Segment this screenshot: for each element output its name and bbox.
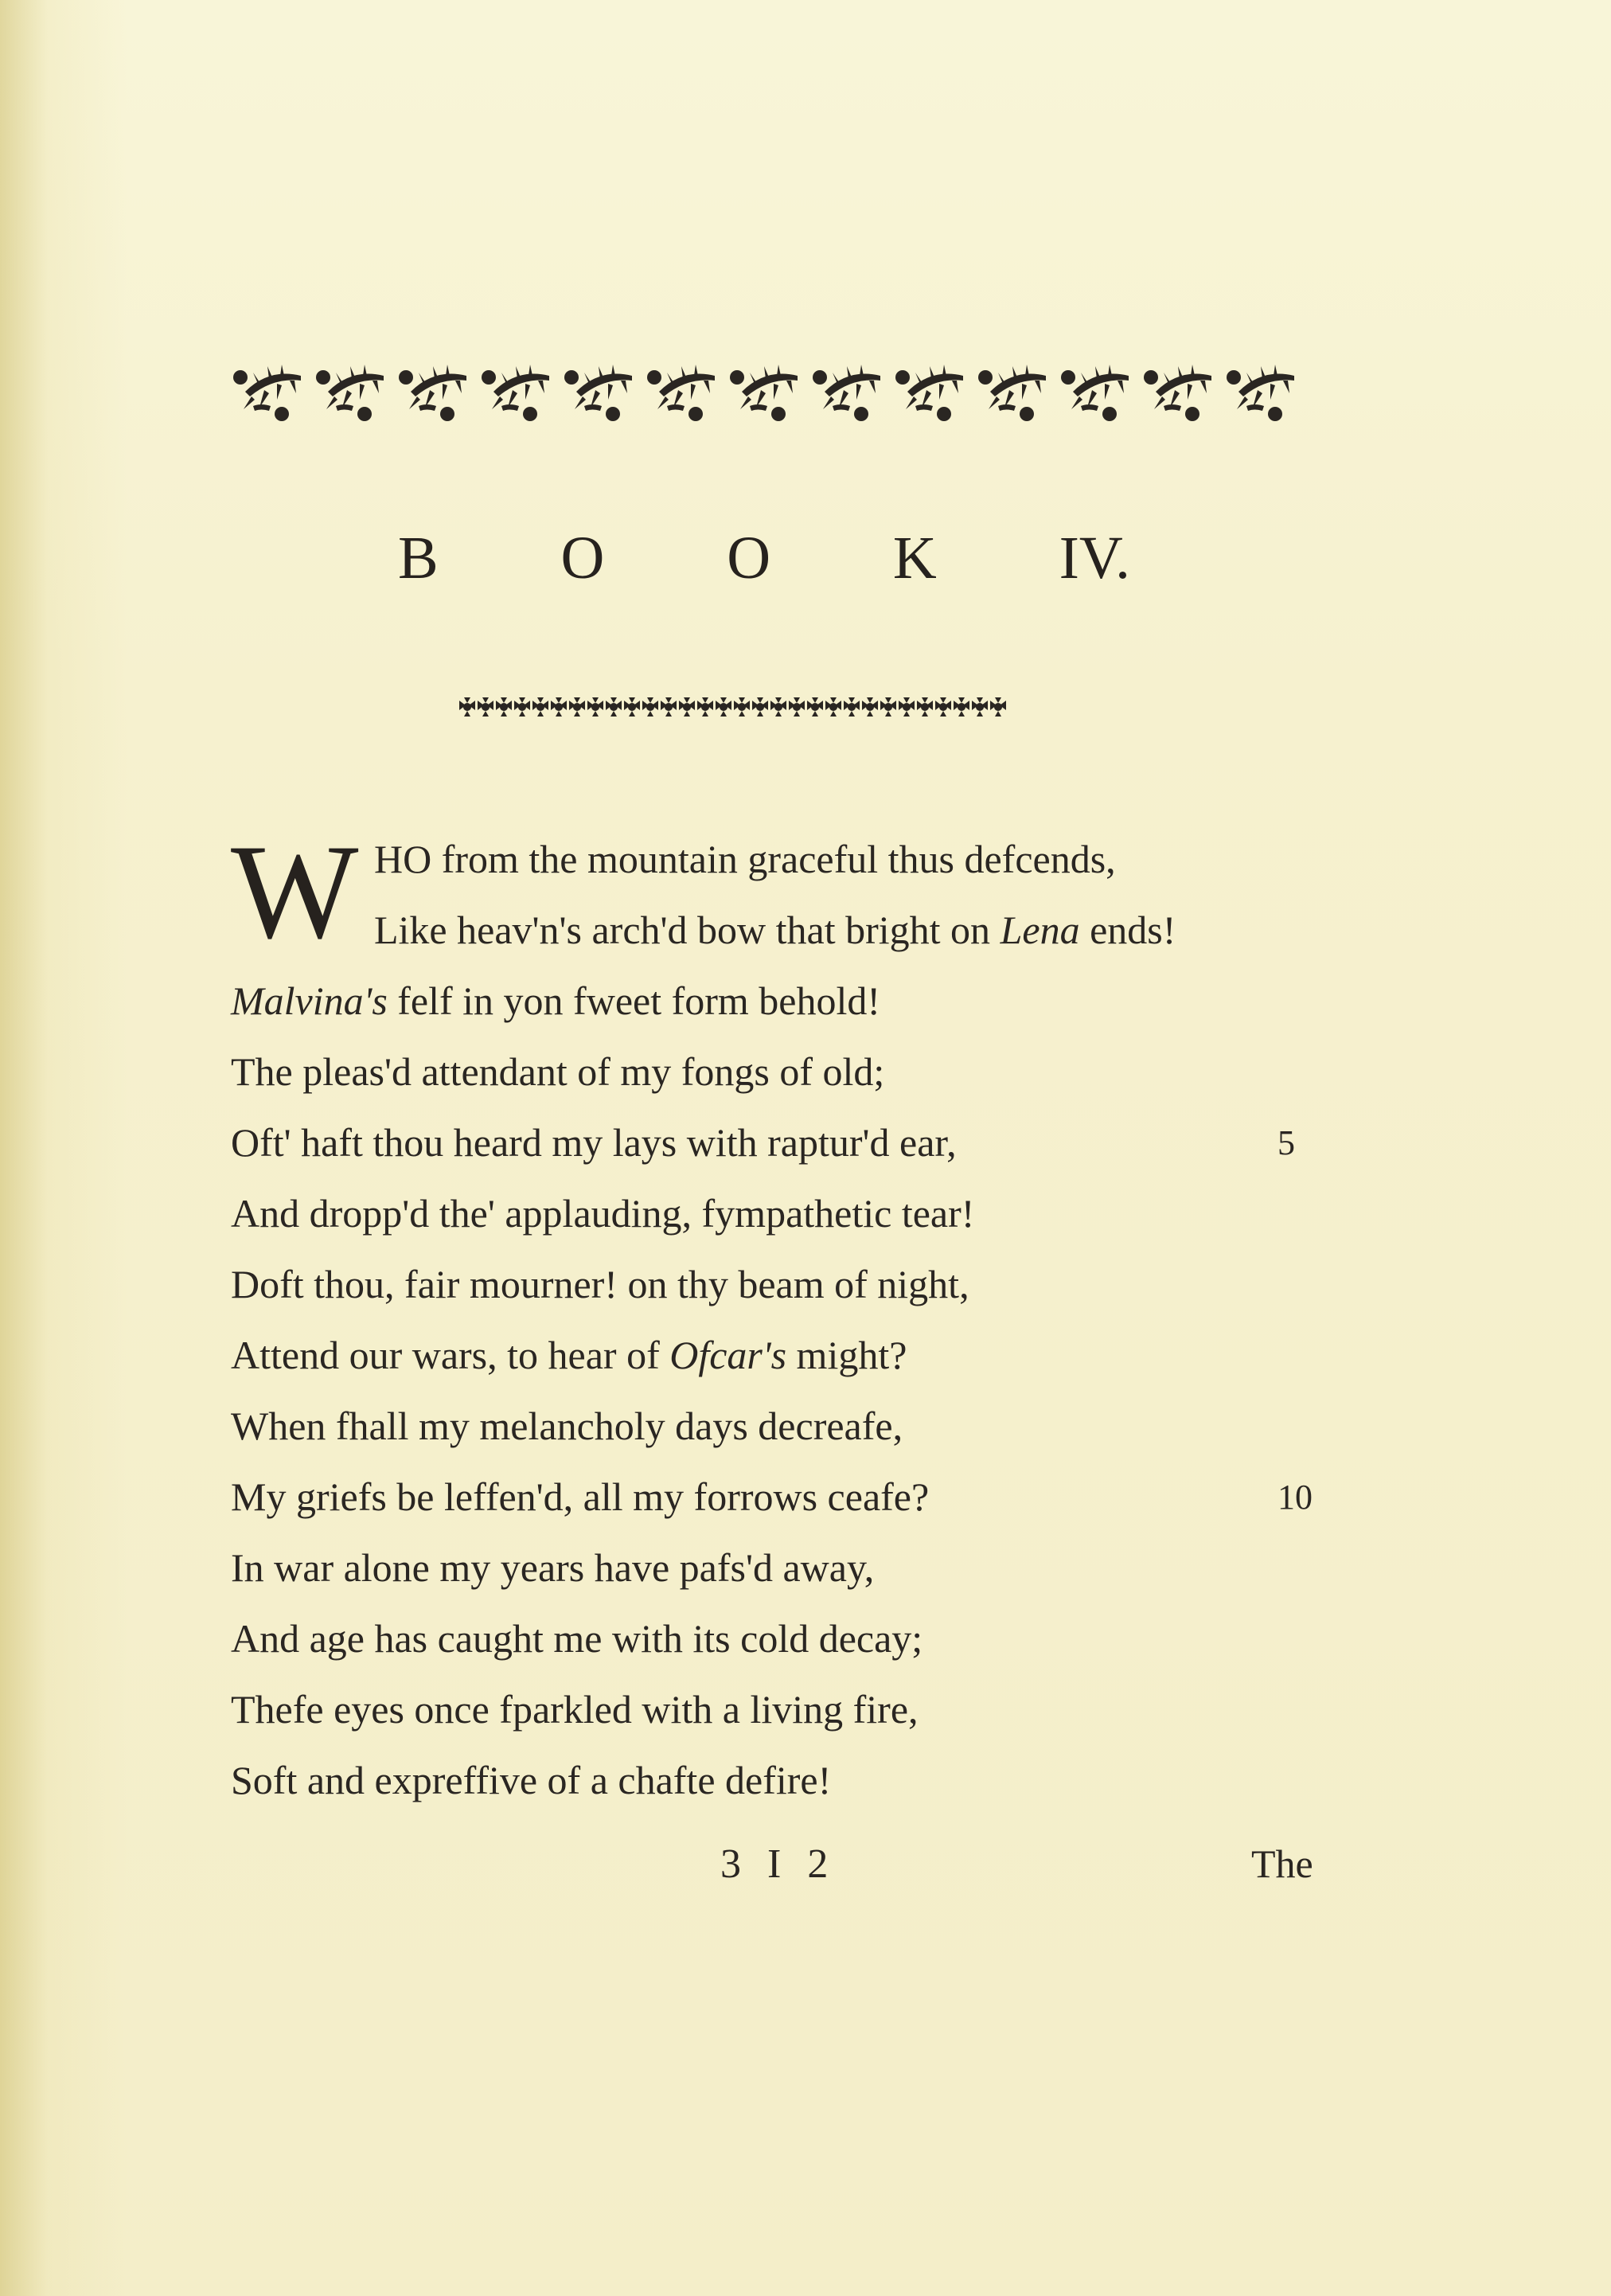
line-text: And dropp'd the' applauding, fympathetic tear! xyxy=(231,1191,975,1236)
leaf-garland-ornament xyxy=(229,360,1305,431)
title-letter: B xyxy=(398,525,439,592)
band-motif xyxy=(844,697,860,717)
band-motif xyxy=(679,697,695,717)
band-motif xyxy=(770,697,786,717)
garland-motif xyxy=(647,365,715,421)
line-text: Malvina's felf in yon fweet form behold! xyxy=(231,978,881,1023)
poem-line xyxy=(231,1533,1361,1603)
poem-line xyxy=(231,1391,1361,1462)
band-motif xyxy=(606,697,622,717)
line-text: Oft' haft thou heard my lays with raptur'd ear, xyxy=(231,1120,957,1165)
line-text: Soft and expreffive of a chafte defire! xyxy=(231,1758,832,1802)
poem-text xyxy=(231,817,1361,1816)
catchword: The xyxy=(1251,1841,1313,1886)
band-motif xyxy=(587,697,603,717)
band-motif xyxy=(496,697,512,717)
title-letter: IV. xyxy=(1059,525,1130,592)
page-title xyxy=(398,524,1130,593)
garland-motif xyxy=(316,365,384,421)
line-text: When fhall my melancholy days decreafe, xyxy=(231,1404,903,1448)
garland-motif xyxy=(895,365,963,421)
line-text: Doft thou, fair mourner! on thy beam of night, xyxy=(231,1262,969,1306)
band-motif xyxy=(569,697,585,717)
poem-line xyxy=(231,1178,1361,1249)
line-number: 10 xyxy=(1277,1478,1313,1517)
line-text: Like heav'n's arch'd bow that bright on Lena ends! xyxy=(374,908,1176,952)
poem-line xyxy=(231,966,1361,1037)
line-text: The pleas'd attendant of my fongs of old; xyxy=(231,1049,885,1094)
band-motif xyxy=(752,697,768,717)
poem-line xyxy=(231,1249,1361,1320)
garland-motif xyxy=(978,365,1046,421)
band-motif xyxy=(661,697,677,717)
line-number: 5 xyxy=(1277,1123,1295,1162)
line-text: And age has caught me with its cold decay; xyxy=(231,1616,923,1661)
line-text: My griefs be leffen'd, all my forrows ceafe? xyxy=(231,1474,930,1519)
band-motif xyxy=(990,697,1006,717)
garland-motif xyxy=(1144,365,1211,421)
line-text: Thefe eyes once fparkled with a living fire, xyxy=(231,1687,919,1732)
garland-motif xyxy=(399,365,466,421)
italic-name: Lena xyxy=(1000,908,1080,952)
band-motif xyxy=(624,697,640,717)
band-motif xyxy=(551,697,567,717)
band-motif xyxy=(825,697,841,717)
garland-motif xyxy=(564,365,632,421)
garland-motif xyxy=(813,365,880,421)
italic-name: Ofcar's xyxy=(669,1333,787,1377)
band-motif xyxy=(954,697,969,717)
italic-name: Malvina's xyxy=(231,978,388,1023)
band-motif xyxy=(478,697,493,717)
band-motif xyxy=(862,697,878,717)
drop-cap: W xyxy=(231,817,353,966)
poem-line xyxy=(231,1745,1361,1816)
band-motif xyxy=(880,697,896,717)
title-letter: O xyxy=(560,525,605,592)
poem-line xyxy=(231,1037,1361,1107)
poem-line xyxy=(231,1107,1361,1178)
band-motif xyxy=(734,697,750,717)
band-motif xyxy=(697,697,713,717)
floral-band-ornament xyxy=(458,693,1011,721)
garland-motif xyxy=(1227,365,1294,421)
title-letter: O xyxy=(727,525,771,592)
line-text: HO from the mountain graceful thus defcends, xyxy=(374,837,1116,881)
title-letter: K xyxy=(892,525,937,592)
poem-line xyxy=(231,1462,1361,1533)
band-motif xyxy=(459,697,475,717)
band-motif xyxy=(935,697,951,717)
garland-motif xyxy=(233,365,301,421)
garland-motif xyxy=(482,365,549,421)
line-text: Attend our wars, to hear of Ofcar's might? xyxy=(231,1333,907,1377)
signature-mark: 3 I 2 xyxy=(720,1841,837,1887)
poem-line xyxy=(231,1674,1361,1745)
band-motif xyxy=(642,697,658,717)
poem-line xyxy=(231,1603,1361,1674)
poem-line xyxy=(231,895,1361,966)
band-motif xyxy=(899,697,915,717)
band-motif xyxy=(789,697,805,717)
band-motif xyxy=(514,697,530,717)
band-motif xyxy=(807,697,823,717)
poem-line xyxy=(231,824,1361,895)
garland-motif xyxy=(1061,365,1129,421)
band-motif xyxy=(972,697,988,717)
band-motif xyxy=(716,697,731,717)
poem-line xyxy=(231,1320,1361,1391)
band-motif xyxy=(532,697,548,717)
band-motif xyxy=(917,697,933,717)
garland-motif xyxy=(730,365,798,421)
line-text: In war alone my years have pafs'd away, xyxy=(231,1545,875,1590)
